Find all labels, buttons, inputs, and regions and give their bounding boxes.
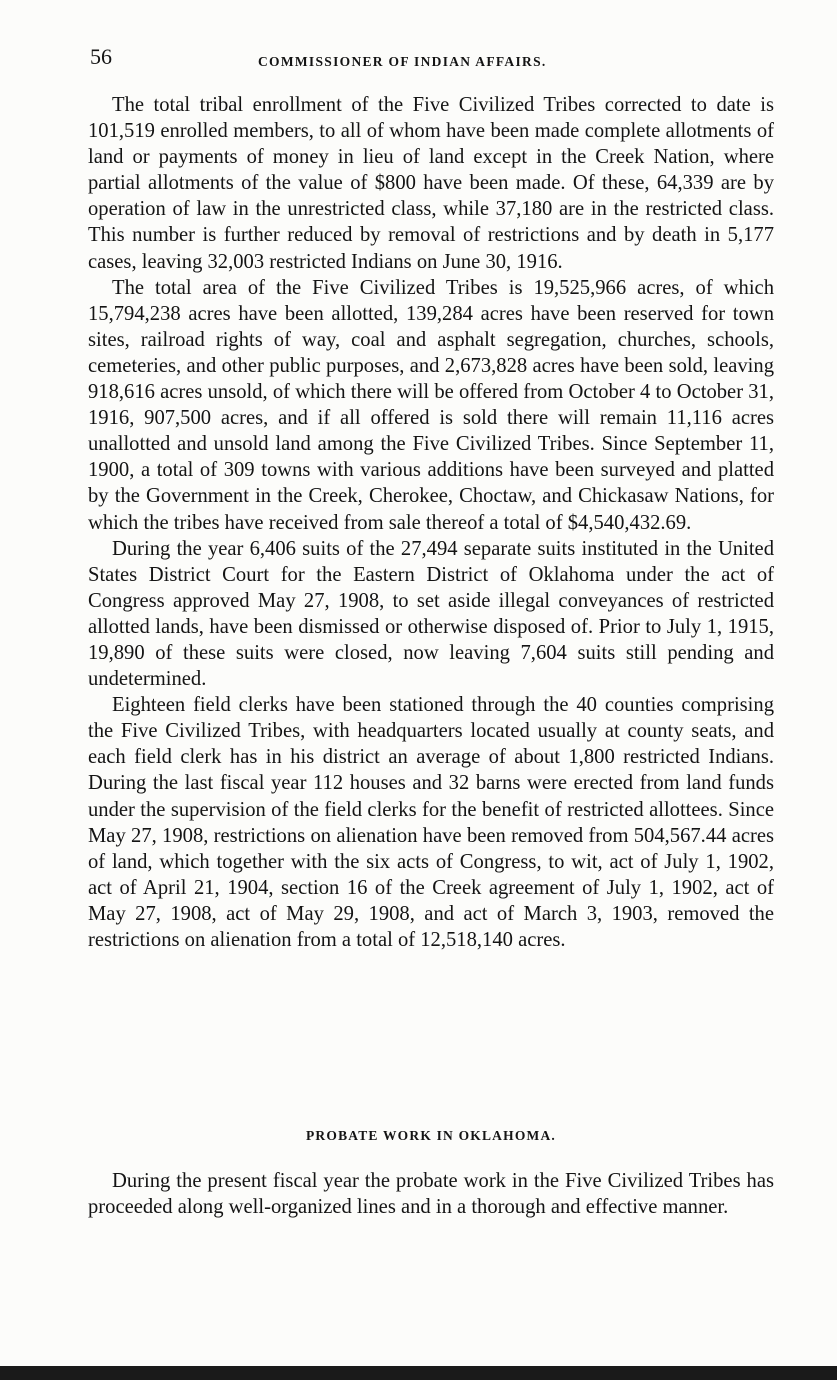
paragraph-total-area: The total area of the Five Civilized Tribes is 19,525,966 acres, of which 15,794,238 acres have been allotted, 139,284 acres have been reserved for town sites, railroad rights of way, coal and asphalt segregation, churches, schools, cemeteries, and other public purposes, and 2,673,828 acres have been sold, leaving 918,616 acres unsold, of which there will be offered from October 4 to October 31, 1916, 907,500 acres, and if all offered is sold there will remain 11,116 acres unallotted and unsold land among the Five Civilized Tribes. Since September 11, 1900, a total of 309 towns with various additions have been surveyed and platted by the Government in the Creek, Cherokee, Choctaw, and Chickasaw Nations, for which the tribes have received from sale thereof a total of $4,540,432.69. [88,276,774,534]
page-number: 56 [90,44,112,69]
paragraph-field-clerks: Eighteen field clerks have been stationed through the 40 counties comprising the Five Civilized Tribes, with headquarters located usually at county seats, and each field clerk has in his district an average of about 1,800 restricted Indians. During the last fiscal year 112 houses and 32 barns were erected from land funds under the supervision of the field clerks for the benefit of restricted allottees. Since May 27, 1908, restrictions on alienation have been removed from 504,567.44 acres of land, which together with the six acts of Congress, to wit, act of July 1, 1902, act of April 21, 1904, section 16 of the Creek agreement of July 1, 1902, act of May 27, 1908, act of May 29, 1908, and act of March 3, 1903, removed the restrictions on alienation from a total of 12,518,140 acres. [88,694,774,951]
section-heading: PROBATE WORK IN OKLAHOMA. [305,1128,556,1143]
paragraph-suits: During the year 6,406 suits of the 27,494 separate suits instituted in the United States District Court for the Eastern District of Oklahoma under the act of Congress approved May 27, 1908, to set aside illegal conveyances of restricted allotted lands, have been dismissed or otherwise disposed of. Prior to July 1, 1915, 19,890 of these suits were closed, now leaving 7,604 suits still pending and undetermined. [88,537,774,691]
bottom-border [0,1366,837,1380]
probate-section-text [88,1168,774,1220]
paragraph-enrollment: The total tribal enrollment of the Five Civilized Tribes corrected to date is 101,519 enrolled members, to all of whom have been made complete allotments of land or payments of money in lieu of land except in the Creek Nation, where partial allotments of the value of $800 have been made. Of these, 64,339 are by operation of law in the unrestricted class, while 37,180 are in the restricted class. This number is further reduced by removal of restrictions and by death in 5,177 cases, leaving 32,003 restricted Indians on June 30, 1916. [88,94,774,273]
running-head: COMMISSIONER OF INDIAN AFFAIRS. [258,54,547,69]
paragraph-probate: During the present fiscal year the probate work in the Five Civilized Tribes has proceeded along well-organized lines and in a thorough and effective manner. [88,1170,774,1219]
body-text [88,92,774,953]
